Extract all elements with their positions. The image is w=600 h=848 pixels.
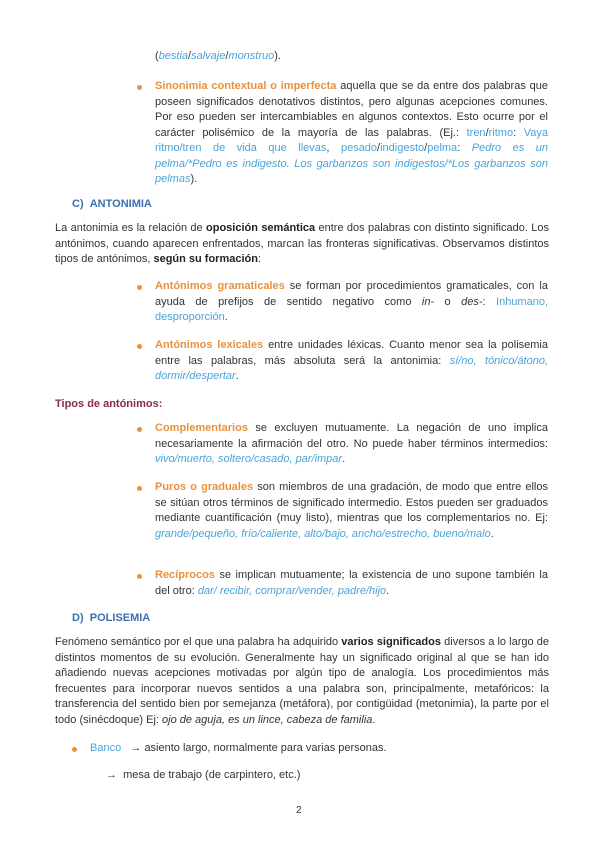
section-c-heading: C) ANTONIMIA bbox=[72, 198, 152, 210]
example-word: salvaje bbox=[191, 50, 226, 62]
bullet-icon bbox=[137, 85, 142, 90]
bullet-icon bbox=[137, 344, 142, 349]
bullet-icon bbox=[137, 486, 142, 491]
polisemia-paragraph: Fenómeno semántico por el que una palabra ha adquirido varios significados diversos a lo largo de distintos momentos de su evolución. Generalmente hay un significado original al que se han ido añadiendo nuevas acepciones motivadas por algún tipo de analogía. Los procedimientos más frecuentes para incorporar nuevos sentidos a una palabra son, principalmente, metafóricos: la transferencia del sentido bien por semejanza (metáfora), por contigüidad (metonimia), la parte por el todo (sinécdoque) Ej: ojo de aguja, es un lince, cabeza de familia. bbox=[55, 636, 549, 726]
bullet-icon bbox=[72, 747, 77, 752]
lexicales-paragraph: Antónimos lexicales entre unidades léxicas. Cuanto menor sea la polisemia entre las palabras, más absoluta será la antonimia: sí/no, tónico/átono, dormir/despertar. bbox=[155, 339, 549, 382]
tipos-heading: Tipos de antónimos: bbox=[55, 398, 163, 410]
arrow-icon: → bbox=[130, 742, 142, 754]
term-complementarios: Complementarios bbox=[155, 422, 248, 434]
term-gramaticales: Antónimos gramaticales bbox=[155, 280, 285, 292]
banco-word: Banco bbox=[90, 742, 122, 754]
example-word: monstruo bbox=[228, 50, 275, 62]
antonimia-intro: La antonimia es la relación de oposición semántica entre dos palabras con distinto significado. Los antónimos, cuando aparecen enfrentados, marcan las fronteras significativas. Observamos distintos tipos de antónimos, según su formación: bbox=[55, 222, 549, 265]
page-number: 2 bbox=[296, 805, 302, 816]
sinonimia-paragraph: Sinonimia contextual o imperfecta aquella que se da entre dos palabras que poseen significados denotativos distintos, pero algunas acepciones comunes. Por eso pueden ser intercambiables en algunos contextos. Esto ocurre por el carácter polisémico de la mayoría de las palabras. (Ej.: tren/ritmo: Vaya ritmo/tren de vida que llevas, pesado/indigesto/pelma: Pedro es un pelma/*Pedro es indigesto. Los garbanzos son indigestos/*Los garbanzos son pelmas). bbox=[155, 80, 548, 185]
reciprocos-paragraph: Recíprocos se implican mutuamente; la existencia de uno supone también la del otro: dar/ recibir, comprar/vender, padre/hijo. bbox=[155, 569, 548, 597]
gramaticales-paragraph: Antónimos gramaticales se forman por procedimientos gramaticales, con la ayuda de prefijos de sentido negativo como in- o des-: Inhumano, desproporción. bbox=[155, 280, 548, 323]
term-graduales: Puros o graduales bbox=[155, 481, 254, 493]
section-d-heading: D) POLISEMIA bbox=[72, 612, 151, 624]
bullet-icon bbox=[137, 574, 142, 579]
complementarios-paragraph: Complementarios se excluyen mutuamente. La negación de uno implica necesariamente la afirmación del otro. No puede haber términos intermedios: vivo/muerto, soltero/casado, par/impar. bbox=[155, 422, 548, 465]
term-reciprocos: Recíprocos bbox=[155, 569, 215, 581]
top-example-line: (bestia/salvaje/monstruo). bbox=[155, 50, 281, 62]
banco-line: Banco → asiento largo, normalmente para varias personas. bbox=[90, 742, 387, 754]
banco-line-2: → mesa de trabajo (de carpintero, etc.) bbox=[106, 769, 301, 781]
bullet-icon bbox=[137, 427, 142, 432]
term-sinonimia: Sinonimia contextual o imperfecta bbox=[155, 80, 337, 92]
arrow-icon: → bbox=[106, 769, 117, 781]
term-lexicales: Antónimos lexicales bbox=[155, 339, 264, 351]
bullet-icon bbox=[137, 285, 142, 290]
graduales-paragraph: Puros o graduales son miembros de una gradación, de modo que entre ellos se sitúan otros términos de significado intermedio. Estos pueden ser graduados mediante cuantificación (muy listo), mientras que los complementarios no. Ej: grande/pequeño, frío/caliente, alto/bajo, ancho/estrecho, bueno/malo. bbox=[155, 481, 548, 540]
example-word: bestia bbox=[158, 50, 189, 62]
